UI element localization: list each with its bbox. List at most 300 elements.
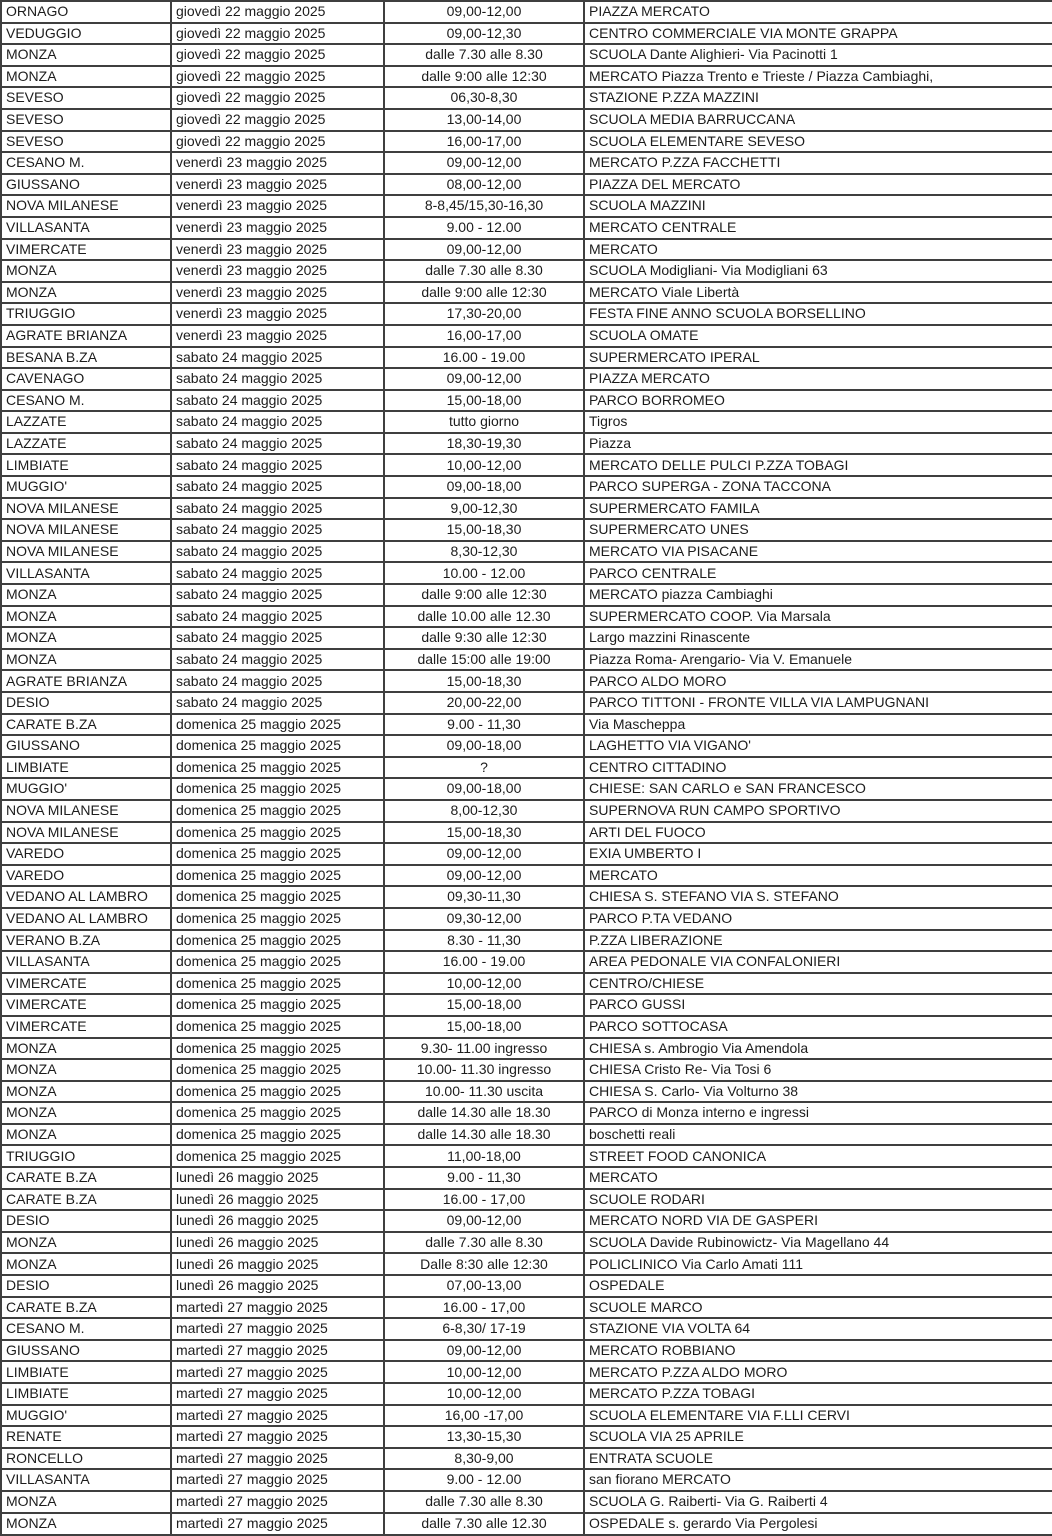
location-cell: MERCATO P.ZZA FACCHETTI	[584, 152, 1052, 174]
table-row	[1, 627, 1052, 649]
location-cell: Piazza	[584, 433, 1052, 455]
city-cell: GIUSSANO	[1, 1340, 171, 1362]
city-cell: GIUSSANO	[1, 735, 171, 757]
city-cell: DESIO	[1, 1210, 171, 1232]
time-cell: 15,00-18,00	[384, 1016, 584, 1038]
location-cell: PARCO BORROMEO	[584, 390, 1052, 412]
location-cell: PARCO GUSSI	[584, 994, 1052, 1016]
city-cell: NOVA MILANESE	[1, 822, 171, 844]
time-cell: 9.00 - 11,30	[384, 714, 584, 736]
time-cell: 15,00-18,00	[384, 994, 584, 1016]
table-row	[1, 433, 1052, 455]
table-row	[1, 800, 1052, 822]
time-cell: 09,00-18,00	[384, 735, 584, 757]
city-cell: MONZA	[1, 584, 171, 606]
date-cell: martedì 27 maggio 2025	[171, 1426, 384, 1448]
time-cell: 09,00-12,30	[384, 23, 584, 45]
location-cell: Largo mazzini Rinascente	[584, 627, 1052, 649]
location-cell: SCUOLA MEDIA BARRUCCANA	[584, 109, 1052, 131]
date-cell: domenica 25 maggio 2025	[171, 1016, 384, 1038]
location-cell: PARCO P.TA VEDANO	[584, 908, 1052, 930]
time-cell: 10.00 - 12.00	[384, 562, 584, 584]
city-cell: RENATE	[1, 1426, 171, 1448]
date-cell: domenica 25 maggio 2025	[171, 735, 384, 757]
location-cell: SUPERMERCATO IPERAL	[584, 347, 1052, 369]
city-cell: VILLASANTA	[1, 951, 171, 973]
city-cell: MONZA	[1, 260, 171, 282]
time-cell: 10,00-12,00	[384, 1383, 584, 1405]
city-cell: NOVA MILANESE	[1, 498, 171, 520]
date-cell: venerdì 23 maggio 2025	[171, 152, 384, 174]
location-cell: PARCO TITTONI - FRONTE VILLA VIA LAMPUGNANI	[584, 692, 1052, 714]
table-row	[1, 584, 1052, 606]
date-cell: domenica 25 maggio 2025	[171, 1145, 384, 1167]
city-cell: GIUSSANO	[1, 174, 171, 196]
time-cell: 07,00-13,00	[384, 1275, 584, 1297]
time-cell: dalle 14.30 alle 18.30	[384, 1124, 584, 1146]
location-cell: PARCO SOTTOCASA	[584, 1016, 1052, 1038]
table-row	[1, 347, 1052, 369]
time-cell: dalle 15:00 alle 19:00	[384, 649, 584, 671]
date-cell: domenica 25 maggio 2025	[171, 757, 384, 779]
date-cell: giovedì 22 maggio 2025	[171, 44, 384, 66]
table-row	[1, 670, 1052, 692]
time-cell: dalle 9:00 alle 12:30	[384, 282, 584, 304]
table-row	[1, 1189, 1052, 1211]
location-cell: EXIA UMBERTO I	[584, 843, 1052, 865]
city-cell: LAZZATE	[1, 433, 171, 455]
city-cell: VAREDO	[1, 843, 171, 865]
location-cell: FESTA FINE ANNO SCUOLA BORSELLINO	[584, 303, 1052, 325]
table-row	[1, 303, 1052, 325]
time-cell: dalle 9:30 alle 12:30	[384, 627, 584, 649]
city-cell: MONZA	[1, 627, 171, 649]
table-row	[1, 1340, 1052, 1362]
time-cell: 15,00-18,30	[384, 519, 584, 541]
table-row	[1, 282, 1052, 304]
date-cell: giovedì 22 maggio 2025	[171, 109, 384, 131]
table-row	[1, 973, 1052, 995]
location-cell: SCUOLA VIA 25 APRILE	[584, 1426, 1052, 1448]
time-cell: 17,30-20,00	[384, 303, 584, 325]
city-cell: DESIO	[1, 692, 171, 714]
city-cell: NOVA MILANESE	[1, 519, 171, 541]
table-row	[1, 1275, 1052, 1297]
time-cell: 20,00-22,00	[384, 692, 584, 714]
city-cell: MUGGIO'	[1, 778, 171, 800]
date-cell: lunedì 26 maggio 2025	[171, 1189, 384, 1211]
city-cell: AGRATE BRIANZA	[1, 325, 171, 347]
location-cell: LAGHETTO VIA VIGANO'	[584, 735, 1052, 757]
table-row	[1, 606, 1052, 628]
time-cell: 16.00 - 17,00	[384, 1189, 584, 1211]
city-cell: CESANO M.	[1, 390, 171, 412]
table-row	[1, 109, 1052, 131]
time-cell: 10.00- 11.30 uscita	[384, 1081, 584, 1103]
table-row	[1, 454, 1052, 476]
location-cell: ARTI DEL FUOCO	[584, 822, 1052, 844]
location-cell: PIAZZA DEL MERCATO	[584, 174, 1052, 196]
time-cell: tutto giorno	[384, 411, 584, 433]
location-cell: SCUOLA ELEMENTARE VIA F.LLI CERVI	[584, 1405, 1052, 1427]
location-cell: OSPEDALE	[584, 1275, 1052, 1297]
location-cell: MERCATO	[584, 865, 1052, 887]
time-cell: 16.00 - 17,00	[384, 1297, 584, 1319]
date-cell: sabato 24 maggio 2025	[171, 476, 384, 498]
location-cell: SCUOLA Modigliani- Via Modigliani 63	[584, 260, 1052, 282]
city-cell: SEVESO	[1, 131, 171, 153]
location-cell: CHIESA S. STEFANO VIA S. STEFANO	[584, 886, 1052, 908]
time-cell: 15,00-18,30	[384, 822, 584, 844]
date-cell: venerdì 23 maggio 2025	[171, 325, 384, 347]
time-cell: 09,30-11,30	[384, 886, 584, 908]
time-cell: 09,00-12,00	[384, 152, 584, 174]
date-cell: domenica 25 maggio 2025	[171, 778, 384, 800]
location-cell: CHIESA s. Ambrogio Via Amendola	[584, 1038, 1052, 1060]
table-row	[1, 735, 1052, 757]
time-cell: 16,00-17,00	[384, 131, 584, 153]
city-cell: CARATE B.ZA	[1, 1189, 171, 1211]
city-cell: LIMBIATE	[1, 454, 171, 476]
date-cell: lunedì 26 maggio 2025	[171, 1253, 384, 1275]
city-cell: CARATE B.ZA	[1, 714, 171, 736]
table-row	[1, 757, 1052, 779]
city-cell: MONZA	[1, 1102, 171, 1124]
time-cell: dalle 7.30 alle 8.30	[384, 260, 584, 282]
location-cell: Via Mascheppa	[584, 714, 1052, 736]
location-cell: CENTRO/CHIESE	[584, 973, 1052, 995]
table-row	[1, 368, 1052, 390]
time-cell: 8,30-9,00	[384, 1448, 584, 1470]
date-cell: sabato 24 maggio 2025	[171, 649, 384, 671]
table-row	[1, 325, 1052, 347]
time-cell: Dalle 8:30 alle 12:30	[384, 1253, 584, 1275]
table-row	[1, 1361, 1052, 1383]
table-row	[1, 1469, 1052, 1491]
location-cell: MERCATO P.ZZA ALDO MORO	[584, 1361, 1052, 1383]
date-cell: domenica 25 maggio 2025	[171, 1102, 384, 1124]
city-cell: MONZA	[1, 1253, 171, 1275]
city-cell: MONZA	[1, 606, 171, 628]
date-cell: domenica 25 maggio 2025	[171, 800, 384, 822]
city-cell: MONZA	[1, 1491, 171, 1513]
table-row	[1, 131, 1052, 153]
date-cell: giovedì 22 maggio 2025	[171, 1, 384, 23]
table-row	[1, 1318, 1052, 1340]
location-cell: SCUOLA OMATE	[584, 325, 1052, 347]
location-cell: boschetti reali	[584, 1124, 1052, 1146]
date-cell: martedì 27 maggio 2025	[171, 1405, 384, 1427]
time-cell: dalle 9:00 alle 12:30	[384, 66, 584, 88]
city-cell: MONZA	[1, 1038, 171, 1060]
date-cell: venerdì 23 maggio 2025	[171, 239, 384, 261]
date-cell: domenica 25 maggio 2025	[171, 1059, 384, 1081]
table-row	[1, 822, 1052, 844]
date-cell: giovedì 22 maggio 2025	[171, 66, 384, 88]
table-row	[1, 66, 1052, 88]
location-cell: PARCO di Monza interno e ingressi	[584, 1102, 1052, 1124]
time-cell: 8,00-12,30	[384, 800, 584, 822]
time-cell: 09,00-18,00	[384, 778, 584, 800]
date-cell: martedì 27 maggio 2025	[171, 1513, 384, 1535]
city-cell: NOVA MILANESE	[1, 195, 171, 217]
date-cell: venerdì 23 maggio 2025	[171, 303, 384, 325]
table-row	[1, 951, 1052, 973]
city-cell: MUGGIO'	[1, 476, 171, 498]
date-cell: domenica 25 maggio 2025	[171, 843, 384, 865]
time-cell: 10,00-12,00	[384, 973, 584, 995]
location-cell: SCUOLE RODARI	[584, 1189, 1052, 1211]
time-cell: 8,30-12,30	[384, 541, 584, 563]
time-cell: dalle 10.00 alle 12.30	[384, 606, 584, 628]
table-row	[1, 1145, 1052, 1167]
location-cell: P.ZZA LIBERAZIONE	[584, 930, 1052, 952]
city-cell: RONCELLO	[1, 1448, 171, 1470]
time-cell: 18,30-19,30	[384, 433, 584, 455]
date-cell: sabato 24 maggio 2025	[171, 498, 384, 520]
date-cell: sabato 24 maggio 2025	[171, 519, 384, 541]
time-cell: 10,00-12,00	[384, 1361, 584, 1383]
table-row	[1, 649, 1052, 671]
table-row	[1, 778, 1052, 800]
location-cell: SUPERNOVA RUN CAMPO SPORTIVO	[584, 800, 1052, 822]
date-cell: sabato 24 maggio 2025	[171, 368, 384, 390]
city-cell: SEVESO	[1, 87, 171, 109]
city-cell: MONZA	[1, 1081, 171, 1103]
location-cell: SUPERMERCATO FAMILA	[584, 498, 1052, 520]
location-cell: Piazza Roma- Arengario- Via V. Emanuele	[584, 649, 1052, 671]
city-cell: LIMBIATE	[1, 757, 171, 779]
time-cell: dalle 7.30 alle 12.30	[384, 1513, 584, 1535]
date-cell: domenica 25 maggio 2025	[171, 908, 384, 930]
city-cell: MONZA	[1, 1513, 171, 1535]
location-cell: PIAZZA MERCATO	[584, 1, 1052, 23]
date-cell: lunedì 26 maggio 2025	[171, 1167, 384, 1189]
location-cell: CHIESA Cristo Re- Via Tosi 6	[584, 1059, 1052, 1081]
city-cell: TRIUGGIO	[1, 303, 171, 325]
time-cell: 9.00 - 12.00	[384, 1469, 584, 1491]
date-cell: sabato 24 maggio 2025	[171, 670, 384, 692]
time-cell: 09,00-18,00	[384, 476, 584, 498]
location-cell: SCUOLA ELEMENTARE SEVESO	[584, 131, 1052, 153]
city-cell: VIMERCATE	[1, 1016, 171, 1038]
city-cell: CESANO M.	[1, 152, 171, 174]
location-cell: MERCATO Piazza Trento e Trieste / Piazza Cambiaghi,	[584, 66, 1052, 88]
table-row	[1, 174, 1052, 196]
time-cell: 11,00-18,00	[384, 1145, 584, 1167]
date-cell: giovedì 22 maggio 2025	[171, 131, 384, 153]
location-cell: Tigros	[584, 411, 1052, 433]
table-row	[1, 1102, 1052, 1124]
date-cell: sabato 24 maggio 2025	[171, 454, 384, 476]
table-row	[1, 152, 1052, 174]
date-cell: martedì 27 maggio 2025	[171, 1361, 384, 1383]
table-row	[1, 1297, 1052, 1319]
date-cell: domenica 25 maggio 2025	[171, 951, 384, 973]
table-row	[1, 44, 1052, 66]
time-cell: dalle 9:00 alle 12:30	[384, 584, 584, 606]
table-row	[1, 541, 1052, 563]
location-cell: AREA PEDONALE VIA CONFALONIERI	[584, 951, 1052, 973]
date-cell: sabato 24 maggio 2025	[171, 347, 384, 369]
time-cell: 8.30 - 11,30	[384, 930, 584, 952]
date-cell: martedì 27 maggio 2025	[171, 1318, 384, 1340]
table-row	[1, 1448, 1052, 1470]
time-cell: 08,00-12,00	[384, 174, 584, 196]
table-row	[1, 239, 1052, 261]
table-row	[1, 195, 1052, 217]
city-cell: MONZA	[1, 649, 171, 671]
location-cell: MERCATO piazza Cambiaghi	[584, 584, 1052, 606]
table-row	[1, 411, 1052, 433]
date-cell: martedì 27 maggio 2025	[171, 1297, 384, 1319]
table-row	[1, 519, 1052, 541]
date-cell: martedì 27 maggio 2025	[171, 1340, 384, 1362]
location-cell: CENTRO COMMERCIALE VIA MONTE GRAPPA	[584, 23, 1052, 45]
city-cell: VILLASANTA	[1, 217, 171, 239]
time-cell: 06,30-8,30	[384, 87, 584, 109]
table-row	[1, 390, 1052, 412]
table-row	[1, 714, 1052, 736]
date-cell: domenica 25 maggio 2025	[171, 714, 384, 736]
date-cell: giovedì 22 maggio 2025	[171, 87, 384, 109]
table-row	[1, 886, 1052, 908]
time-cell: 10,00-12,00	[384, 454, 584, 476]
city-cell: AGRATE BRIANZA	[1, 670, 171, 692]
city-cell: SEVESO	[1, 109, 171, 131]
table-row	[1, 1016, 1052, 1038]
date-cell: martedì 27 maggio 2025	[171, 1448, 384, 1470]
location-cell: SCUOLA Dante Alighieri- Via Pacinotti 1	[584, 44, 1052, 66]
date-cell: venerdì 23 maggio 2025	[171, 282, 384, 304]
time-cell: 16.00 - 19.00	[384, 347, 584, 369]
date-cell: domenica 25 maggio 2025	[171, 1081, 384, 1103]
date-cell: giovedì 22 maggio 2025	[171, 23, 384, 45]
time-cell: 15,00-18,30	[384, 670, 584, 692]
location-cell: MERCATO P.ZZA TOBAGI	[584, 1383, 1052, 1405]
table-row	[1, 1210, 1052, 1232]
city-cell: VILLASANTA	[1, 562, 171, 584]
time-cell: dalle 7.30 alle 8.30	[384, 44, 584, 66]
date-cell: domenica 25 maggio 2025	[171, 1124, 384, 1146]
time-cell: 09,00-12,00	[384, 865, 584, 887]
table-row	[1, 87, 1052, 109]
location-cell: SCUOLA Davide Rubinowictz- Via Magellano 44	[584, 1232, 1052, 1254]
time-cell: 9.30- 11.00 ingresso	[384, 1038, 584, 1060]
city-cell: LIMBIATE	[1, 1383, 171, 1405]
city-cell: MONZA	[1, 282, 171, 304]
date-cell: sabato 24 maggio 2025	[171, 541, 384, 563]
time-cell: 15,00-18,00	[384, 390, 584, 412]
time-cell: dalle 14.30 alle 18.30	[384, 1102, 584, 1124]
table-row	[1, 1405, 1052, 1427]
date-cell: venerdì 23 maggio 2025	[171, 260, 384, 282]
city-cell: MONZA	[1, 1232, 171, 1254]
date-cell: sabato 24 maggio 2025	[171, 433, 384, 455]
table-row	[1, 1426, 1052, 1448]
table-row	[1, 1, 1052, 23]
table-row	[1, 562, 1052, 584]
city-cell: VERANO B.ZA	[1, 930, 171, 952]
city-cell: CARATE B.ZA	[1, 1167, 171, 1189]
date-cell: venerdì 23 maggio 2025	[171, 217, 384, 239]
city-cell: NOVA MILANESE	[1, 541, 171, 563]
city-cell: CESANO M.	[1, 1318, 171, 1340]
table-row	[1, 1383, 1052, 1405]
city-cell: TRIUGGIO	[1, 1145, 171, 1167]
city-cell: ORNAGO	[1, 1, 171, 23]
time-cell: 09,00-12,00	[384, 239, 584, 261]
location-cell: PIAZZA MERCATO	[584, 368, 1052, 390]
date-cell: martedì 27 maggio 2025	[171, 1383, 384, 1405]
date-cell: domenica 25 maggio 2025	[171, 1038, 384, 1060]
time-cell: ?	[384, 757, 584, 779]
location-cell: MERCATO Viale Libertà	[584, 282, 1052, 304]
city-cell: VEDUGGIO	[1, 23, 171, 45]
city-cell: MONZA	[1, 1124, 171, 1146]
city-cell: MONZA	[1, 1059, 171, 1081]
time-cell: 16.00 - 19.00	[384, 951, 584, 973]
schedule-table-body	[1, 1, 1052, 1535]
table-row	[1, 498, 1052, 520]
date-cell: domenica 25 maggio 2025	[171, 886, 384, 908]
location-cell: MERCATO DELLE PULCI P.ZZA TOBAGI	[584, 454, 1052, 476]
time-cell: 09,00-12,00	[384, 843, 584, 865]
table-row	[1, 1491, 1052, 1513]
location-cell: SCUOLA MAZZINI	[584, 195, 1052, 217]
table-row	[1, 865, 1052, 887]
time-cell: 9.00 - 12.00	[384, 217, 584, 239]
table-row	[1, 1513, 1052, 1535]
date-cell: lunedì 26 maggio 2025	[171, 1275, 384, 1297]
table-row	[1, 260, 1052, 282]
table-row	[1, 1038, 1052, 1060]
time-cell: 9.00 - 11,30	[384, 1167, 584, 1189]
location-cell: PARCO CENTRALE	[584, 562, 1052, 584]
time-cell: dalle 7.30 alle 8.30	[384, 1491, 584, 1513]
location-cell: POLICLINICO Via Carlo Amati 111	[584, 1253, 1052, 1275]
date-cell: sabato 24 maggio 2025	[171, 606, 384, 628]
date-cell: sabato 24 maggio 2025	[171, 562, 384, 584]
location-cell: PARCO ALDO MORO	[584, 670, 1052, 692]
time-cell: 13,00-14,00	[384, 109, 584, 131]
time-cell: 6-8,30/ 17-19	[384, 1318, 584, 1340]
table-row	[1, 1081, 1052, 1103]
table-row	[1, 476, 1052, 498]
date-cell: domenica 25 maggio 2025	[171, 994, 384, 1016]
date-cell: sabato 24 maggio 2025	[171, 627, 384, 649]
table-row	[1, 1059, 1052, 1081]
date-cell: sabato 24 maggio 2025	[171, 692, 384, 714]
city-cell: DESIO	[1, 1275, 171, 1297]
table-row	[1, 930, 1052, 952]
time-cell: 8-8,45/15,30-16,30	[384, 195, 584, 217]
city-cell: CARATE B.ZA	[1, 1297, 171, 1319]
city-cell: MUGGIO'	[1, 1405, 171, 1427]
location-cell: SUPERMERCATO COOP. Via Marsala	[584, 606, 1052, 628]
location-cell: ENTRATA SCUOLE	[584, 1448, 1052, 1470]
location-cell: STAZIONE VIA VOLTA 64	[584, 1318, 1052, 1340]
location-cell: MERCATO ROBBIANO	[584, 1340, 1052, 1362]
city-cell: LIMBIATE	[1, 1361, 171, 1383]
time-cell: 9,00-12,30	[384, 498, 584, 520]
time-cell: 16,00 -17,00	[384, 1405, 584, 1427]
location-cell: STREET FOOD CANONICA	[584, 1145, 1052, 1167]
table-row	[1, 23, 1052, 45]
city-cell: VIMERCATE	[1, 994, 171, 1016]
date-cell: sabato 24 maggio 2025	[171, 390, 384, 412]
location-cell: OSPEDALE s. gerardo Via Pergolesi	[584, 1513, 1052, 1535]
